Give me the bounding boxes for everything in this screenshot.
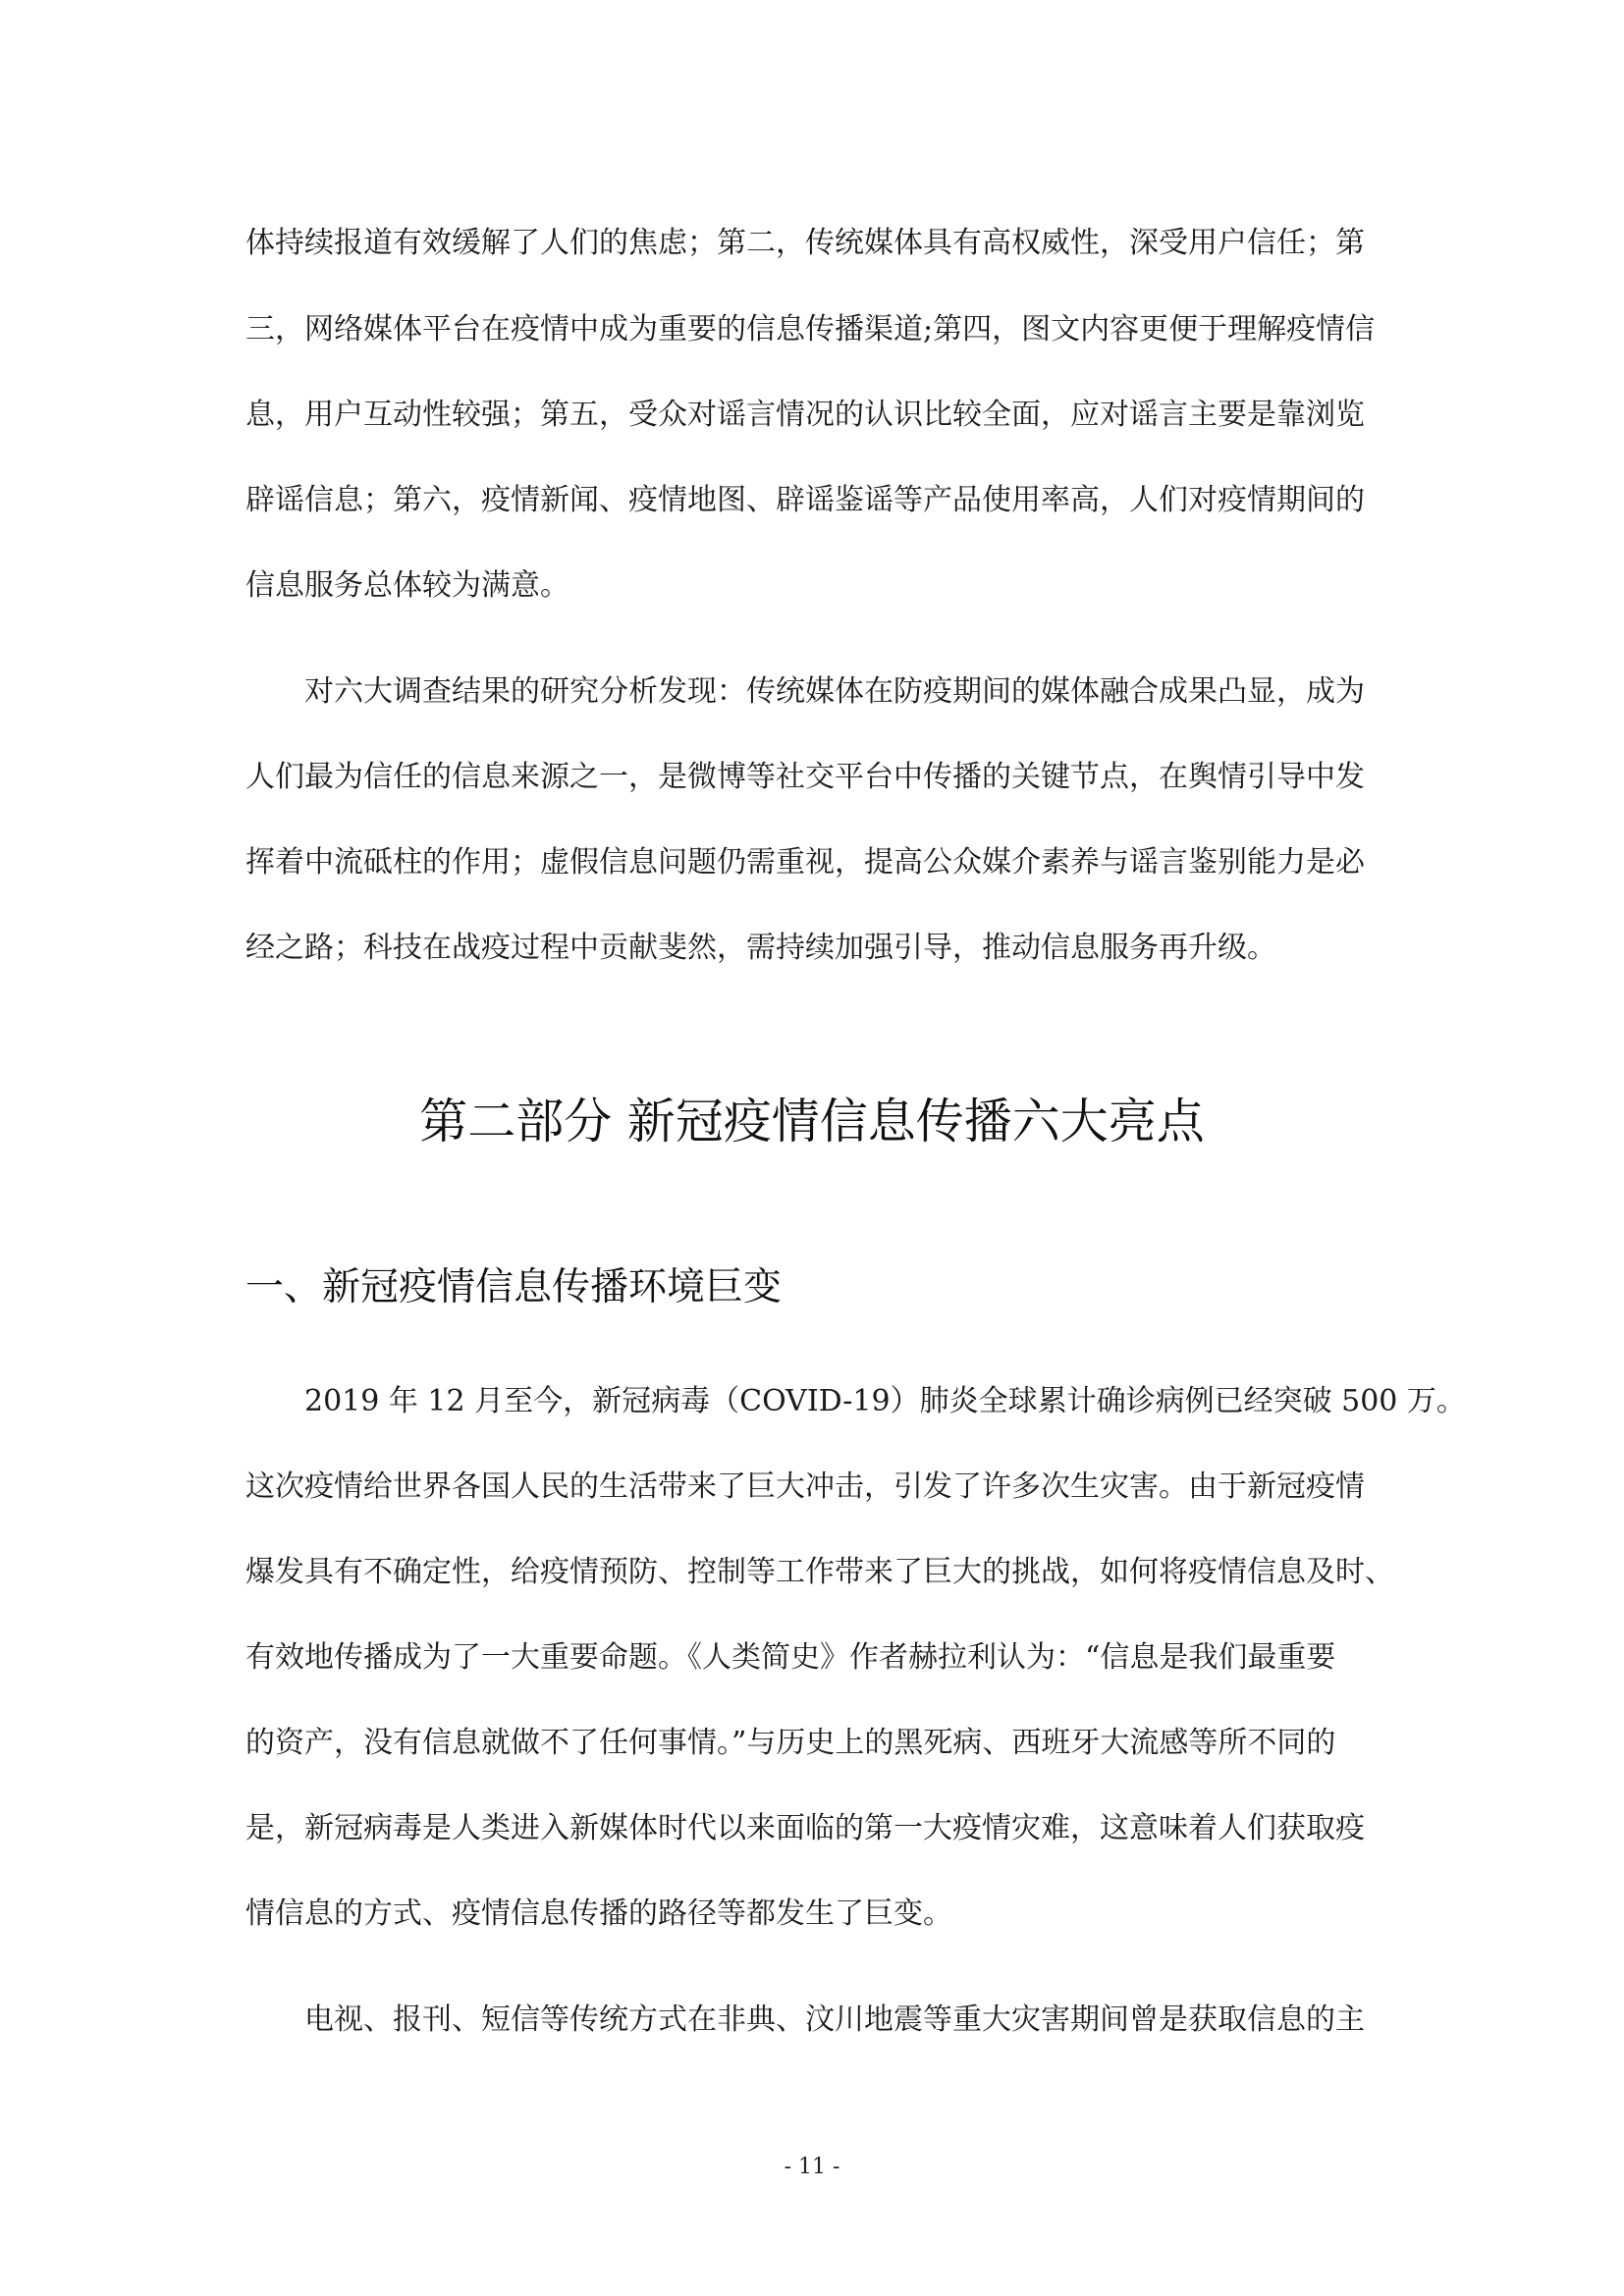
page-number: - 11 - — [784, 2155, 840, 2179]
paragraph-line: 三，网络媒体平台在疫情中成为重要的信息传播渠道;第四，图文内容更便于理解疫情信 — [245, 312, 1376, 347]
paragraph-line: 有效地传播成为了一大重要命题。《人类简史》作者赫拉利认为：“信息是我们最重要 — [245, 1640, 1336, 1675]
paragraph-line: 人们最为信任的信息来源之一，是微博等社交平台中传播的关键节点，在舆情引导中发 — [245, 760, 1365, 794]
paragraph-line: 信息服务总体较为满意。 — [245, 568, 569, 603]
paragraph-line: 2019 年 12 月至今，新冠病毒（COVID-19）肺炎全球累计确诊病例已经突破 500 万。 — [304, 1384, 1466, 1418]
paragraph-line: 辟谣信息；第六，疫情新闻、疫情地图、辟谣鉴谣等产品使用率高，人们对疫情期间的 — [245, 483, 1365, 517]
paragraph-line: 的资产，没有信息就做不了任何事情。”与历史上的黑死病、西班牙大流感等所不同的 — [245, 1726, 1336, 1760]
paragraph-line: 挥着中流砥柱的作用；虚假信息问题仍需重视，提高公众媒介素养与谣言鉴别能力是必 — [245, 845, 1365, 880]
paragraph-line: 息，用户互动性较强；第五，受众对谣言情况的认识比较全面，应对谣言主要是靠浏览 — [245, 398, 1365, 432]
paragraph-line: 这次疫情给世界各国人民的生活带来了巨大冲击，引发了许多次生灾害。由于新冠疫情 — [245, 1469, 1365, 1504]
paragraph-line: 是，新冠病毒是人类进入新媒体时代以来面临的第一大疫情灾难，这意味着人们获取疫 — [245, 1811, 1365, 1845]
section-heading: 一、新冠疫情信息传播环境巨变 — [245, 1265, 783, 1309]
paragraph-line: 对六大调查结果的研究分析发现：传统媒体在防疫期间的媒体融合成果凸显，成为 — [304, 674, 1365, 709]
paragraph-line: 情信息的方式、疫情信息传播的路径等都发生了巨变。 — [245, 1896, 952, 1931]
paragraph-line: 经之路；科技在战疫过程中贡献斐然，需持续加强引导，推动信息服务再升级。 — [245, 931, 1276, 965]
part-title: 第二部分 新冠疫情信息传播六大亮点 — [419, 1094, 1205, 1149]
paragraph-line: 电视、报刊、短信等传统方式在非典、汶川地震等重大灾害期间曾是获取信息的主 — [304, 2002, 1365, 2037]
paragraph-line: 体持续报道有效缓解了人们的焦虑；第二，传统媒体具有高权威性，深受用户信任；第 — [245, 226, 1365, 260]
paragraph-line: 爆发具有不确定性，给疫情预防、控制等工作带来了巨大的挑战，如何将疫情信息及时、 — [245, 1555, 1394, 1589]
